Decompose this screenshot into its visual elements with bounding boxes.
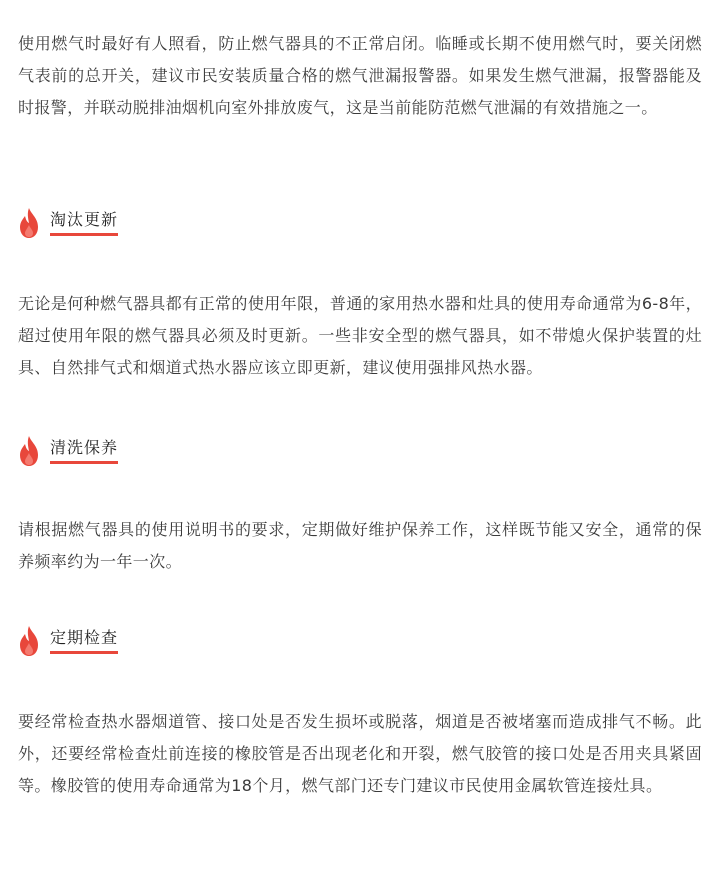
section-body-clean: 请根据燃气器具的使用说明书的要求，定期做好维护保养工作，这样既节能又安全，通常的保养频率约为一年一次。 [18,520,702,571]
flame-icon [18,435,40,467]
section-body-replace: 无论是何种燃气器具都有正常的使用年限，普通的家用热水器和灶具的使用寿命通常为6-8年，超过使用年限的燃气器具必须及时更新。一些非安全型的燃气器具，如不带熄火保护装置的灶具、自然排气式和烟道式热水器应该立即更新，建议使用强排风热水器。 [18,294,702,377]
section-heading-replace [18,206,118,240]
section-heading-inspect [18,624,118,658]
intro-paragraph: 使用燃气时最好有人照看，防止燃气器具的不正常启闭。临睡或长期不使用燃气时，要关闭燃气表前的总开关，建议市民安装质量合格的燃气泄漏报警器。如果发生燃气泄漏，报警器能及时报警，并联动脱排油烟机向室外排放废气，这是当前能防范燃气泄漏的有效措施之一。 [18,34,702,117]
section-heading-clean [18,434,118,468]
section-title: 定期检查 [50,628,118,654]
flame-icon [18,207,40,239]
section-title: 清洗保养 [50,438,118,464]
section-body-inspect: 要经常检查热水器烟道管、接口处是否发生损坏或脱落，烟道是否被堵塞而造成排气不畅。此外，还要经常检查灶前连接的橡胶管是否出现老化和开裂，燃气胶管的接口处是否用夹具紧固等。橡胶管的使用寿命通常为18个月，燃气部门还专门建议市民使用金属软管连接灶具。 [18,712,702,795]
flame-icon [18,625,40,657]
section-title: 淘汰更新 [50,210,118,236]
